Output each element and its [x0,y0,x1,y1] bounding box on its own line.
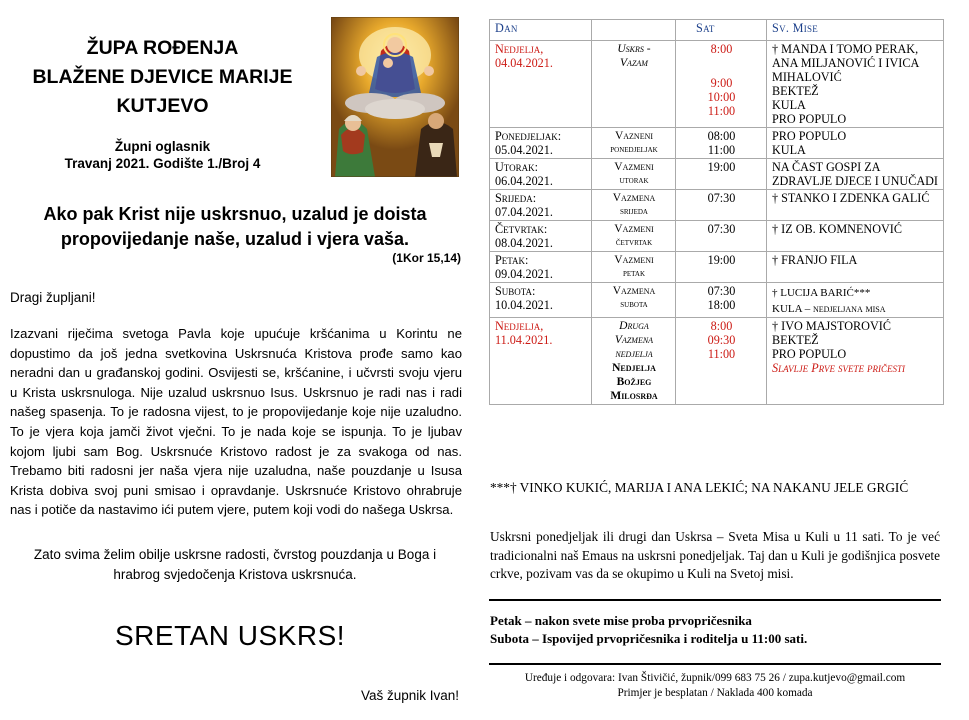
easter-wish: SRETAN USKRS! [115,620,346,651]
schedule-row [490,221,944,252]
row-time: 07:30 [707,191,736,205]
row-time: 8:00 [710,319,733,333]
row-time: 07:30 [707,284,736,298]
row-intention-cell [767,252,944,283]
row-intention: † LUCIJA BARIĆ*** [772,287,871,299]
row-time-spacer [681,56,762,70]
row-time-cell [676,252,767,283]
note-easter-monday: Uskrsni ponedjeljak ili drugi dan Uskrsa – Sveta Misa u Kuli u 11 sati. To je već tradicionalni naš Emaus na uskrsni ponedjeljak. Taj dan u Kuli je godišnjica posvete crkve, pozivam vas da se okupimo u Kuli na Svetoj misi. [490,529,940,581]
row-date: 04.04.2021. [495,56,553,70]
row-time-cell [676,128,767,159]
header-time: Sat [676,20,767,41]
header-name [592,20,676,41]
letter-closing-line2: hrabrog svjedočenja Kristova uskrsnuća. [113,567,357,582]
row-time-cell [676,159,767,190]
row-intention-cell [767,318,944,405]
row-intention-cell [767,128,944,159]
row-time: 9:00 [710,76,733,90]
letter-body: Izazvani riječima svetoga Pavla koje upućuje kršćanima u Korintu ne dopustimo da još jedna svetkovina Uskrsnuća Kristova prođe samo kao neradni dan u građanskoj godini. Osvijesti se, kršćanine, i učvrsti svoju vjeru u Krista uskrsnuloga. Nije uzalud uskrsnuo Isus. Uskrsnuo je radi nas i radi našeg spasenja. To je radosna vijest, to je propovijedanje koje nije uzaludno. To je vjera koja jamči život vječni. To je nada koje se ispunja. To je ljubav kojom ljubi sam Bog. Uskrsnuće Kristovo radost je za svakoga od nas. Trebamo biti radosni jer naša vjera nije uzaludna, naše pouzdanje u Isusa Krista dobiva svoj puni smisao i opravdanje. Uskrsnuće Kristovo ohrabruje nas i potiče da nastavimo ići putem vjere, putem koji vodi do našega Uskrsa. [10,326,462,518]
footer-print-run: Primjer je besplatan / Naklada 400 komada [617,687,813,699]
row-special: Slavlje Prve svete pričesti [772,361,906,375]
row-time: 08:00 [707,129,736,143]
row-day-cell [490,318,592,405]
row-name-cell [592,159,676,190]
schedule-row [490,283,944,318]
row-intention: PRO POPULO [772,112,847,126]
row-day: Srijeda: [495,191,537,205]
row-time: 11:00 [707,104,736,118]
row-intention: PRO POPULO [772,347,847,361]
note-friday: Petak – nakon svete mise proba prvopričesnika [490,613,752,628]
letter-closing-line1: Zato svima želim obilje uskrsne radosti, čvrstog pouzdanja u Boga i [33,547,437,562]
row-intention: KULA [772,143,806,157]
row-day: Ponedjeljak: [495,129,562,143]
row-name-line1: Vazmeni [614,223,654,235]
row-day: Nedjelja, [495,42,544,56]
row-name-cell [592,283,676,318]
footer-editor: Uređuje i odgovara: Ivan Štivičić, župnik/099 683 75 26 / zupa.kutjevo@gmail.com [524,672,906,684]
schedule-header-row [490,20,944,41]
schedule-row [490,190,944,221]
row-intention: KULA [772,98,806,112]
row-intention: BEKTEŽ [772,84,819,98]
header-day: Dan [490,20,592,41]
row-intention: † MANDA I TOMO PERAK, ANA MILJANOVIĆ I IVICA MIHALOVIĆ [772,42,919,84]
row-intention: KULA – nedjeljana misa [772,303,886,315]
row-date: 05.04.2021. [495,143,553,157]
row-intention: PRO POPULO [772,129,847,143]
row-day: Subota: [495,284,536,298]
row-name-line2: Vazmena [614,334,654,346]
row-name-line1: Vazmeni [614,254,654,266]
row-time: 07:30 [707,222,736,236]
row-name-bold2: Božjeg [616,376,652,388]
row-day: Utorak: [495,160,539,174]
row-name-line2: Vazam [620,57,648,69]
row-date: 08.04.2021. [495,236,553,250]
row-name-line1: Vazmena [612,192,656,204]
row-time: 11:00 [707,347,736,361]
row-day: Petak: [495,253,529,267]
row-intention: † IVO MAJSTOROVIĆ [772,319,891,333]
row-time: 19:00 [707,160,736,174]
row-time: 18:00 [707,298,736,312]
row-time: 10:00 [707,90,736,104]
row-intention: † IZ OB. KOMNENOVIĆ [772,222,902,236]
row-intention-cell [767,159,944,190]
row-intention-cell [767,190,944,221]
row-name-cell [592,252,676,283]
row-name-cell [592,318,676,405]
row-intention: BEKTEŽ [772,333,819,347]
letter-greeting: Dragi župljani! [10,290,96,305]
row-day-cell [490,41,592,128]
schedule-row [490,252,944,283]
row-day-cell [490,221,592,252]
row-day-cell [490,190,592,221]
row-day-cell [490,283,592,318]
row-day-cell [490,159,592,190]
row-name-line1: Vazmeni [614,161,654,173]
row-name-line2: utorak [619,175,649,186]
row-name-bold1: Nedjelja [612,362,656,374]
row-intention-cell [767,283,944,318]
row-time: 19:00 [707,253,736,267]
row-time: 09:30 [707,333,736,347]
divider [489,663,941,665]
row-day-cell [490,128,592,159]
row-name-line2: ponedjeljak [610,144,658,155]
row-time-cell [676,318,767,405]
left-column [0,0,475,720]
schedule-row [490,159,944,190]
row-name-line2: petak [623,268,645,279]
header-intention: Sv. Mise [767,20,944,41]
row-name-cell [592,221,676,252]
row-name-line2: srijeda [619,206,648,217]
row-time: 11:00 [707,143,736,157]
note-saturday: Subota – Ispovijed prvopričesnika i roditelja u 11:00 sati. [490,631,808,646]
row-time-cell [676,190,767,221]
row-date: 06.04.2021. [495,174,553,188]
row-intention: † STANKO I ZDENKA GALIĆ [772,191,930,205]
row-intention-cell [767,221,944,252]
parish-title-line3: KUTJEVO [116,95,209,117]
row-name-line1: Vazmena [612,285,656,297]
row-name-line1: Vazneni [614,130,654,142]
row-intention: † FRANJO FILA [772,253,858,267]
row-date: 07.04.2021. [495,205,553,219]
row-name-cell [592,41,676,128]
row-intention: NA ČAST GOSPI ZA ZDRAVLJE DJECE I UNUČADI [772,160,938,188]
row-time: 8:00 [710,42,733,56]
row-name-cell [592,190,676,221]
note-names: ***† VINKO KUKIĆ, MARIJA I ANA LEKIĆ; NA NAKANU JELE GRGIĆ [490,480,909,495]
parish-title-line2: BLAŽENE DJEVICE MARIJE [32,66,293,88]
row-name-line3: nedjelja [615,348,653,360]
row-date: 11.04.2021. [495,333,553,347]
row-name-bold3: Milosrđa [610,390,658,402]
row-date: 09.04.2021. [495,267,553,281]
row-time-cell [676,221,767,252]
row-time-cell [676,41,767,128]
quote-line2: propovijedanje naše, uzalud i vjera vaša. [60,229,410,249]
row-date: 10.04.2021. [495,298,553,312]
row-day-cell [490,252,592,283]
divider [489,599,941,601]
parish-title-line1: ŽUPA ROĐENJA [86,37,239,59]
row-name-line1: Uskrs - [617,43,651,55]
schedule-row [490,318,944,405]
mass-schedule-table [489,19,944,405]
row-day: Četvrtak: [495,222,548,236]
row-name-cell [592,128,676,159]
row-day: Nedjelja, [495,319,544,333]
quote-line1: Ako pak Krist nije uskrsnuo, uzalud je doista [43,204,427,224]
schedule-row [490,41,944,128]
quote-reference: (1Kor 15,14) [392,251,461,265]
row-name-line1: Druga [619,320,649,332]
row-name-line2: četvrtak [615,237,653,248]
schedule-row [490,128,944,159]
row-name-line2: subota [620,299,648,310]
row-time-cell [676,283,767,318]
row-intention-cell [767,41,944,128]
bulletin-issue: Travanj 2021. Godište 1./Broj 4 [64,156,261,171]
letter-signoff: Vaš župnik Ivan! [361,688,460,703]
nativity-of-mary-icon [331,17,459,177]
bulletin-name: Župni oglasnik [114,139,211,154]
